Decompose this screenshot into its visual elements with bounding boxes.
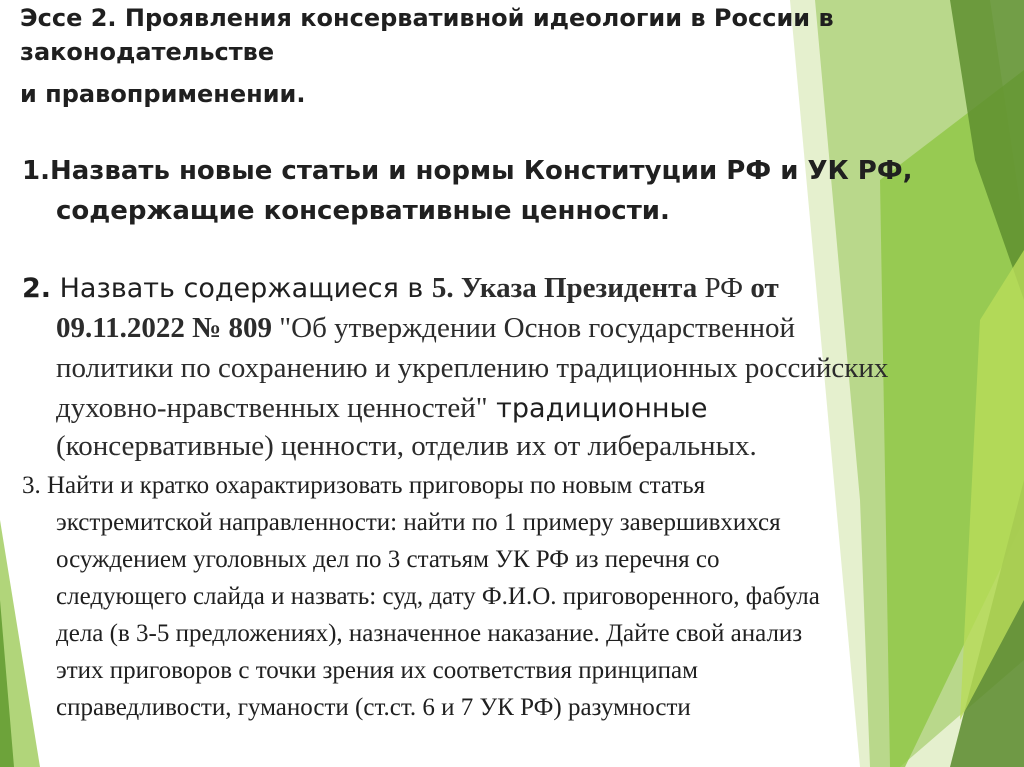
item2-intro: Назвать содержащиеся в [51,273,432,304]
title-line-1: Эссе 2. Проявления консервативной идеологии в России в [20,4,834,32]
item3-line-6: этих приговоров с точки зрения их соответствия принципам [56,657,698,684]
item2-from: от [750,272,779,304]
item3-line-5: дела (в 3-5 предложениях), назначенное наказание. Дайте свой анализ [56,620,803,647]
item2-line-3: политики по сохранению и укреплению традиционных российских [56,352,889,384]
item3-text-1: Найти и кратко охарактиризовать приговоры по новым статья [47,472,706,499]
item1-line-2: содержащие консервативные ценности. [56,196,670,226]
item2-line-5: (консервативные) ценности, отделив их от либеральных. [56,430,757,462]
item2-rf: РФ [697,272,751,304]
item2-line-1 [22,272,779,305]
item2-line-4 [56,392,707,425]
item3-line-3: осуждением уголовных дел по 3 статьям УК РФ из перечня со [56,546,720,573]
item3-number: 3. [22,472,41,499]
title-line-3: и правоприменении. [20,80,306,108]
item2-number: 2. [22,273,52,304]
item2-line-2 [56,312,795,345]
title-line-2: законодательстве [20,38,275,66]
item1-text-1: Назвать новые статьи и нормы Конституции РФ и УК РФ, [49,156,913,186]
item2-traditional: традиционные [487,393,708,424]
item3-line-1 [22,472,705,500]
item2-decree-title-start: "Об утверждении Основ государственной [272,312,796,344]
item3-line-2: экстремитской направленности: найти по 1 примеру завершивхихся [56,509,781,536]
item2-decree-name: 5. Указа Президента [431,272,698,304]
item1-line-1 [22,156,913,186]
item1-number: 1. [22,156,50,186]
item2-values-name: духовно-нравственных ценностей" [56,392,488,424]
item2-decree-date: 09.11.2022 № 809 [56,312,273,344]
item3-line-4: следующего слайда и назвать: суд, дату Ф.И.О. приговоренного, фабула [56,583,820,610]
item3-line-7: справедливости, гуманости (ст.ст. 6 и 7 УК РФ) разумности [56,694,691,721]
